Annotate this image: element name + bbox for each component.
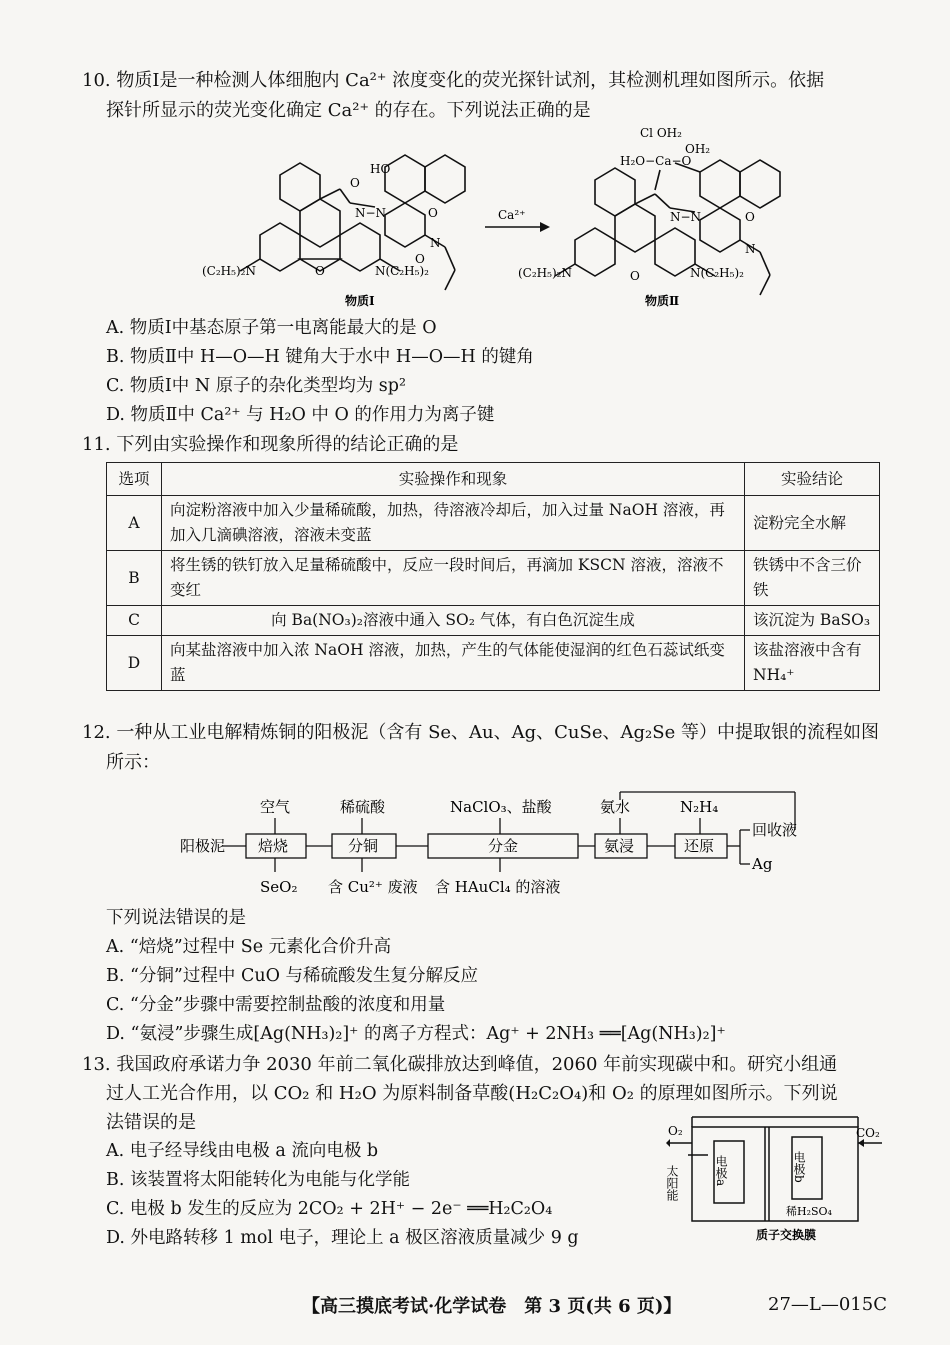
flow-output-seo2: SeO₂ [260, 878, 298, 896]
q12-ask: 下列说法错误的是 [106, 908, 246, 928]
flow-input-n2h4: N₂H₄ [680, 798, 719, 816]
cell-o2-label: O₂ [668, 1124, 683, 1138]
table-row [107, 496, 880, 551]
flow-step-roast: 焙烧 [258, 837, 289, 855]
row-operation: 向淀粉溶液中加入少量稀硫酸，加热，待溶液冷却后，加入过量 NaOH 溶液，再加入几滴碘溶液，溶液未变蓝 [162, 496, 745, 551]
q11-stem: 11. 下列由实验操作和现象所得的结论正确的是 [82, 434, 459, 455]
svg-text:N: N [430, 236, 441, 250]
flow-input-air: 空气 [260, 798, 291, 816]
flow-end-ag: Ag [752, 855, 773, 873]
q12-option-c: C. “分金”步骤中需要控制盐酸的浓度和用量 [106, 995, 446, 1015]
row-operation: 将生锈的铁钉放入足量稀硫酸中，反应一段时间后，再滴加 KSCN 溶液，溶液不变红 [162, 551, 745, 606]
q10-option-b: B. 物质Ⅱ中 H—O—H 键角大于水中 H—O—H 的键角 [106, 347, 534, 367]
flow-step-copper: 分铜 [348, 837, 379, 855]
svg-text:O: O [415, 252, 425, 266]
svg-text:HO: HO [370, 162, 391, 176]
q10-option-c: C. 物质Ⅰ中 N 原子的杂化类型均为 sp² [106, 376, 407, 396]
q12-stem-line1: 12. 一种从工业电解精炼铜的阳极泥（含有 Se、Au、Ag、CuSe、Ag₂Se 等）中提取银的流程如图 [82, 722, 879, 743]
row-conclusion: 淀粉完全水解 [745, 496, 880, 551]
q10-structure-diagram [200, 125, 820, 315]
flow-output-haucl4: 含 HAuCl₄ 的溶液 [435, 878, 561, 896]
q10-stem-line2: 探针所显示的荧光变化确定 Ca²⁺ 的存在。下列说法正确的是 [106, 100, 591, 121]
svg-text:N: N [745, 242, 756, 256]
table-row [107, 551, 880, 606]
q13-option-a: A. 电子经导线由电极 a 流向电极 b [106, 1141, 379, 1161]
q10-option-a: A. 物质Ⅰ中基态原子第一电离能最大的是 O [106, 318, 437, 338]
svg-text:O: O [315, 264, 325, 278]
q12-option-a: A. “焙烧”过程中 Se 元素化合价升高 [106, 937, 392, 957]
q11-table [106, 462, 880, 691]
q12-option-d: D. “氨浸”步骤生成[Ag(NH₃)₂]⁺ 的离子方程式：Ag⁺ + 2NH₃ ══[Ag(NH₃)₂]⁺ [106, 1024, 726, 1044]
flow-input-naclo3: NaClO₃、盐酸 [450, 798, 552, 816]
membrane-label: 质子交换膜 [756, 1228, 817, 1242]
row-conclusion: 该沉淀为 BaSO₃ [745, 606, 880, 636]
q13-stem-line1: 13. 我国政府承诺力争 2030 年前二氧化碳排放达到峰值，2060 年前实现碳中和。研究小组通 [82, 1054, 838, 1075]
q10-option-d: D. 物质Ⅱ中 Ca²⁺ 与 H₂O 中 O 的作用力为离子键 [106, 405, 495, 425]
flow-output-cu: 含 Cu²⁺ 废液 [328, 878, 418, 896]
cell-co2-label: CO₂ [856, 1126, 880, 1140]
substance-I-label: 物质Ⅰ [345, 294, 375, 308]
row-operation: 向 Ba(NO₃)₂溶液中通入 SO₂ 气体，有白色沉淀生成 [162, 606, 745, 636]
flow-step-ammonia: 氨浸 [604, 837, 635, 855]
row-operation: 向某盐溶液中加入浓 NaOH 溶液，加热，产生的气体能使湿润的红色石蕊试纸变蓝 [162, 636, 745, 691]
svg-text:(C₂H₅)₂N: (C₂H₅)₂N [202, 264, 256, 278]
table-header-row [107, 463, 880, 496]
flow-input-ammonia: 氨水 [600, 798, 631, 816]
svg-text:N−N: N−N [670, 210, 702, 224]
svg-text:N−N: N−N [355, 206, 387, 220]
row-option: A [107, 496, 162, 551]
cell-acid-label: 稀H₂SO₄ [786, 1205, 832, 1218]
table-row [107, 606, 880, 636]
svg-text:OH₂: OH₂ [685, 142, 711, 156]
svg-text:O: O [630, 269, 640, 283]
electrode-a-label: 电极a [714, 1155, 728, 1187]
svg-text:H₂O−Ca−O: H₂O−Ca−O [620, 154, 692, 168]
q12-option-b: B. “分铜”过程中 CuO 与稀硫酸发生复分解反应 [106, 966, 479, 986]
svg-text:O: O [350, 176, 360, 190]
footer-title: 【高三摸底考试·化学试卷 第 3 页(共 6 页)】 [302, 1296, 682, 1317]
electrode-b-label: 电极b [792, 1151, 806, 1183]
svg-text:O: O [745, 210, 755, 224]
q13-option-b: B. 该装置将太阳能转化为电能与化学能 [106, 1170, 410, 1190]
flow-end-recycle: 回收液 [752, 821, 798, 839]
svg-text:Cl OH₂: Cl OH₂ [640, 126, 682, 140]
table-row [107, 636, 880, 691]
flow-start: 阳极泥 [180, 837, 226, 855]
q13-stem-line3: 法错误的是 [106, 1112, 196, 1133]
header-option: 选项 [107, 463, 162, 496]
cell-sun-label: 太阳能 [665, 1165, 679, 1201]
svg-text:N(C₂H₅)₂: N(C₂H₅)₂ [375, 264, 429, 278]
q13-option-c: C. 电极 b 发生的反应为 2CO₂ + 2H⁺ − 2e⁻ ══H₂C₂O₄ [106, 1199, 553, 1219]
q13-cell-diagram [665, 1115, 882, 1250]
row-option: C [107, 606, 162, 636]
q13-stem-line2: 过人工光合作用，以 CO₂ 和 H₂O 为原料制备草酸(H₂C₂O₄)和 O₂ 的原理如图所示。下列说 [106, 1083, 838, 1104]
svg-text:O: O [428, 206, 438, 220]
header-conclusion: 实验结论 [745, 463, 880, 496]
flow-input-acid: 稀硫酸 [340, 798, 386, 816]
row-conclusion: 该盐溶液中含有 NH₄⁺ [745, 636, 880, 691]
q10-arrow-label: Ca²⁺ [498, 208, 526, 222]
row-option: D [107, 636, 162, 691]
header-operation: 实验操作和现象 [162, 463, 745, 496]
q12-stem-line2: 所示： [106, 752, 160, 773]
q10-stem-line1: 10. 物质Ⅰ是一种检测人体细胞内 Ca²⁺ 浓度变化的荧光探针试剂，其检测机理如图所示。依据 [82, 70, 825, 91]
svg-text:N(C₂H₅)₂: N(C₂H₅)₂ [690, 266, 744, 280]
svg-text:(C₂H₅)₂N: (C₂H₅)₂N [518, 266, 572, 280]
q13-option-d: D. 外电路转移 1 mol 电子，理论上 a 极区溶液质量减少 9 g [106, 1228, 579, 1248]
row-conclusion: 铁锈中不含三价铁 [745, 551, 880, 606]
flow-step-gold: 分金 [488, 837, 519, 855]
flow-step-reduce: 还原 [684, 837, 715, 855]
footer-code: 27—L—015C [768, 1294, 887, 1315]
substance-II-label: 物质Ⅱ [645, 294, 680, 308]
row-option: B [107, 551, 162, 606]
q12-flow-diagram [100, 792, 820, 900]
